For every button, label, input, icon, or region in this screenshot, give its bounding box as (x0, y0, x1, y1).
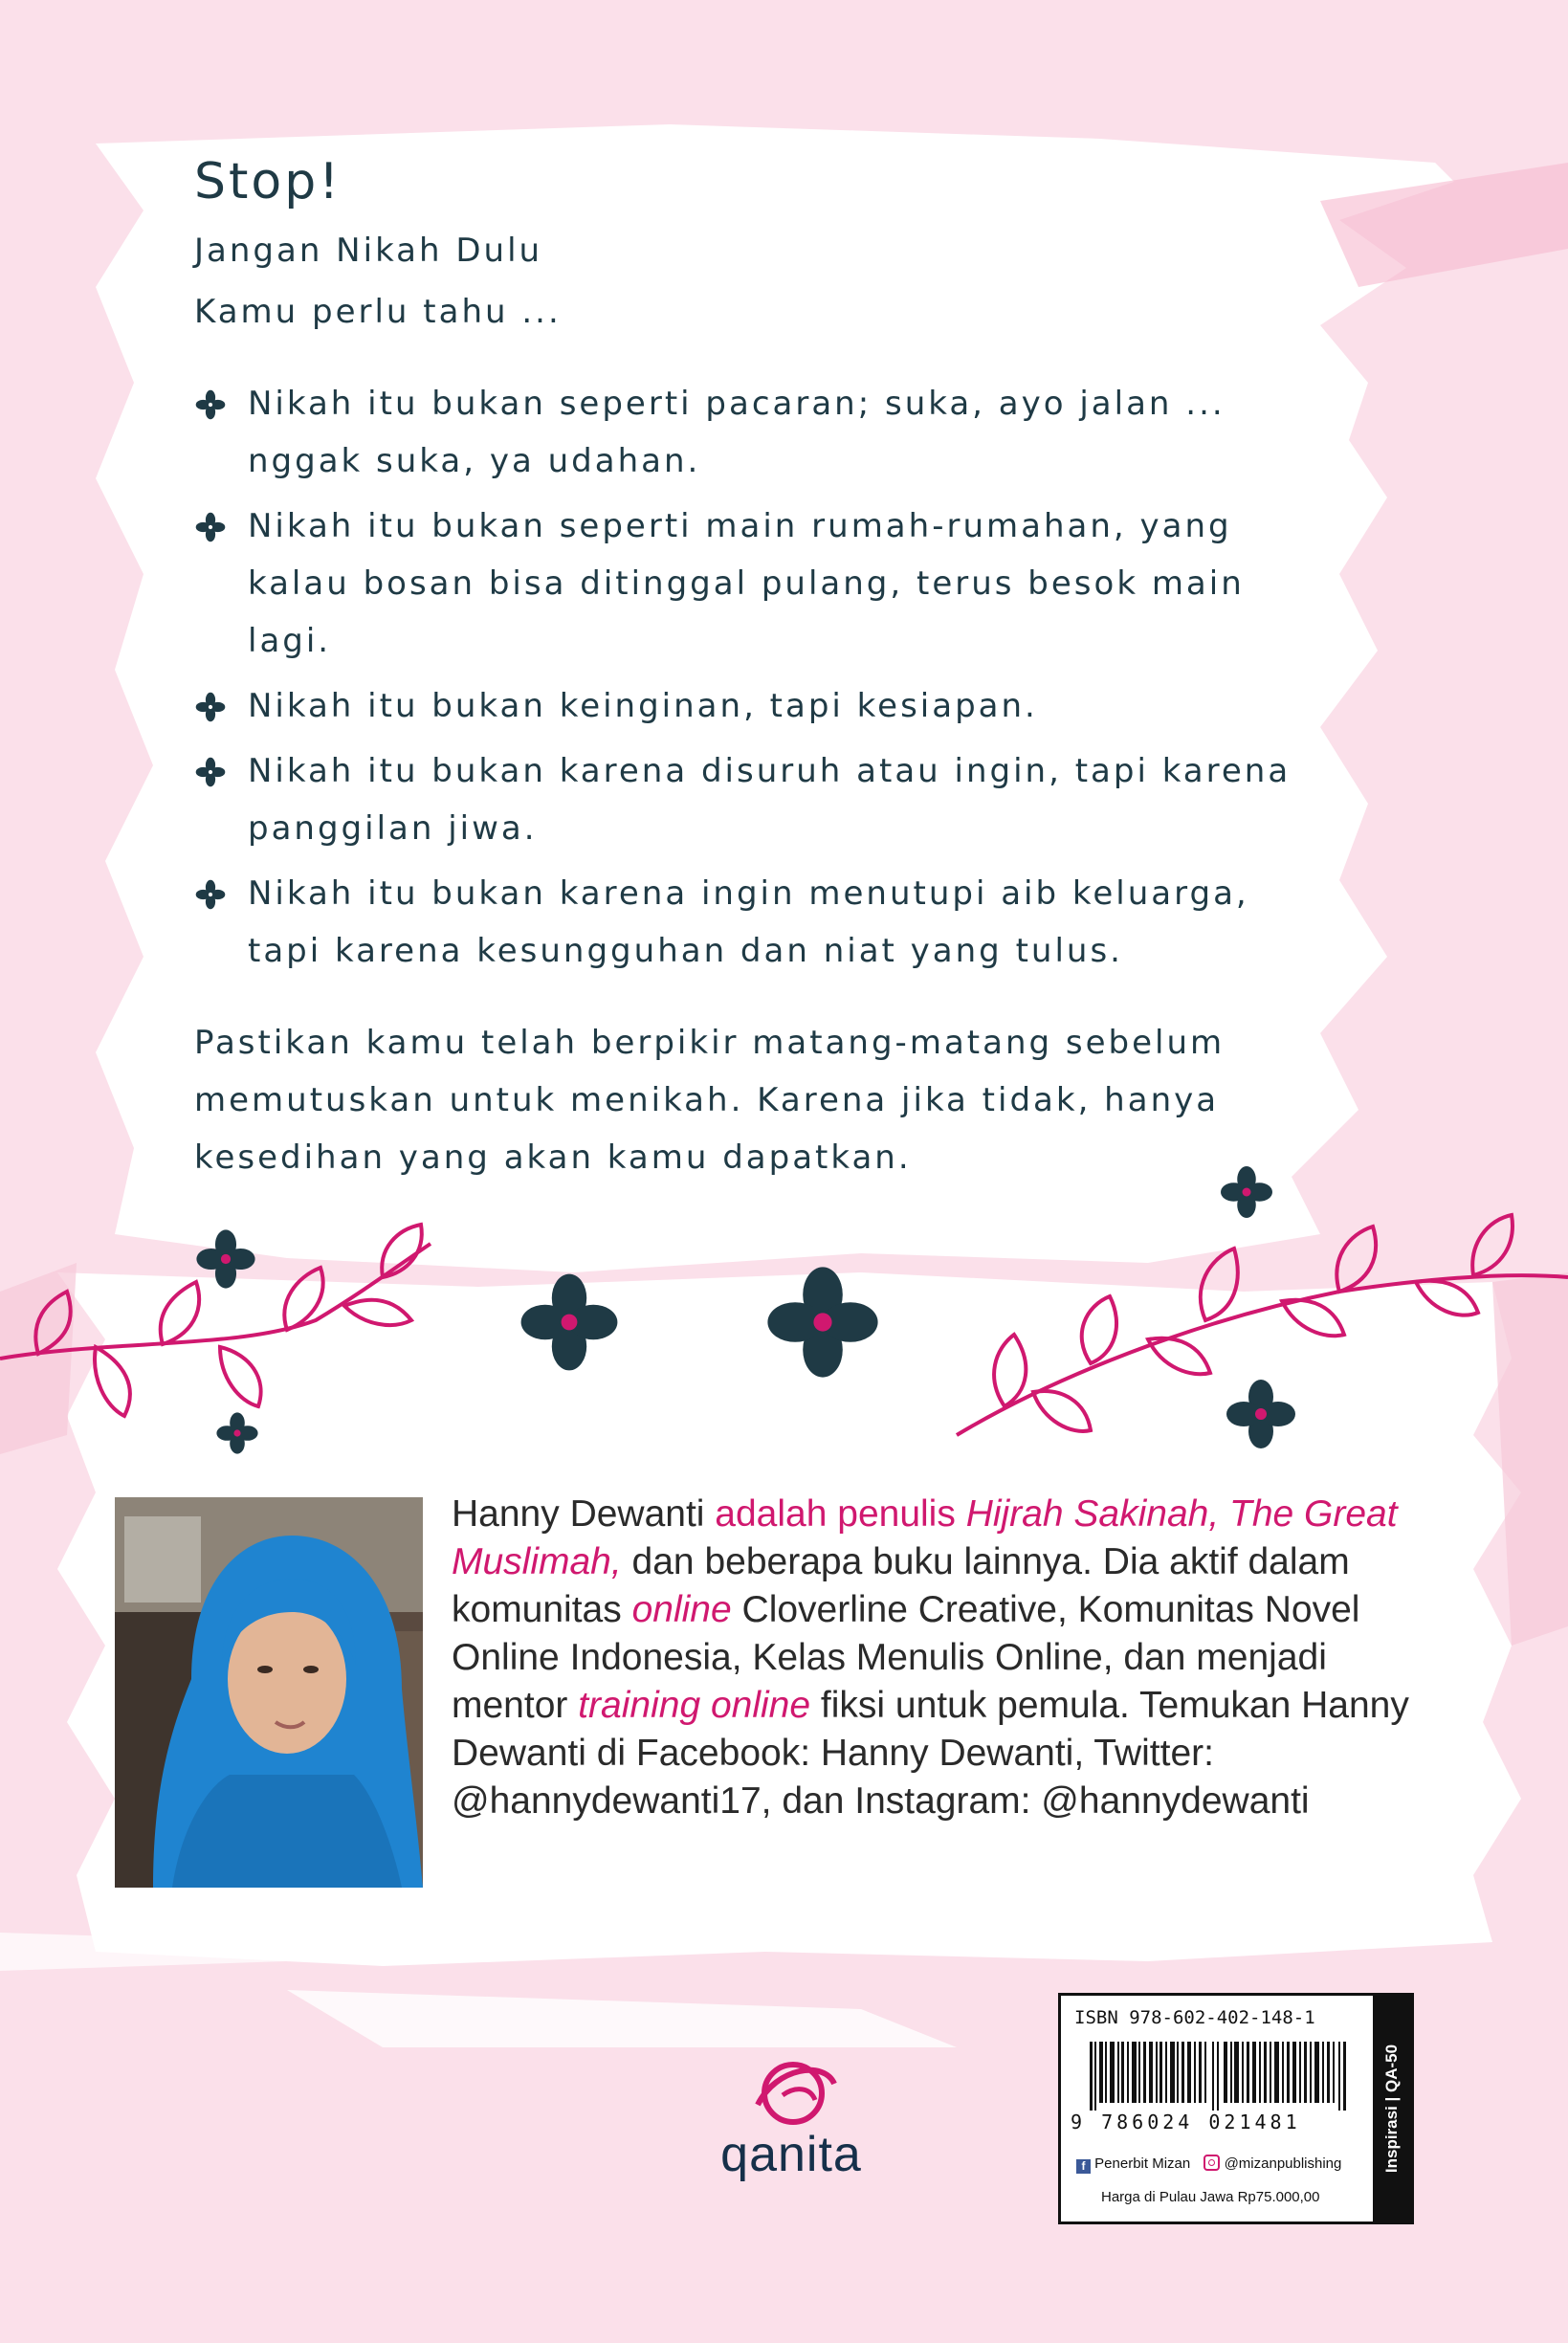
bullet-text: Nikah itu bukan karena ingin menutupi aib keluarga, tapi karena kesungguhan dan niat yang tulus. (248, 874, 1249, 970)
bio-emphasis: training online (578, 1685, 811, 1726)
barcode-panel (1058, 1993, 1414, 2224)
publisher-name: qanita (720, 2127, 862, 2182)
list-item (194, 677, 1323, 735)
book-title: The Great Muslimah, (452, 1493, 1398, 1582)
instagram-icon (1204, 2155, 1220, 2171)
flower-icon (216, 1412, 257, 1453)
four-petal-flower-icon (194, 756, 227, 788)
publisher-social (1076, 2155, 1341, 2174)
four-petal-flower-icon (194, 388, 227, 421)
barcode-digits: 9 786024 021481 (1071, 2111, 1301, 2133)
isbn-text: ISBN 978-602-402-148-1 (1074, 2007, 1315, 2028)
bullet-text: Nikah itu bukan seperti main rumah-rumahan, yang kalau bosan bisa ditinggal pulang, terus besok main lagi. (248, 507, 1245, 660)
author-bio (452, 1491, 1447, 1825)
category-text: Inspirasi | QA-50 (1382, 2044, 1401, 2174)
bio-text: dan beberapa buku lainnya. Dia aktif dalam komunitas (452, 1541, 1350, 1630)
facebook-handle: Penerbit Mizan (1094, 2155, 1191, 2172)
flower-icon (521, 1274, 618, 1371)
flower-icon (196, 1229, 254, 1288)
bullet-list (194, 375, 1323, 987)
bullet-text: Nikah itu bukan keinginan, tapi kesiapan. (248, 687, 1038, 725)
publisher-logo-mark (691, 2047, 892, 2133)
intro-line-2: Kamu perlu tahu ... (194, 293, 562, 331)
book-title: Hijrah Sakinah, (965, 1493, 1220, 1535)
list-item (194, 497, 1323, 670)
flower-icon (1226, 1380, 1295, 1448)
bio-emphasis: online (631, 1589, 732, 1630)
category-label (1373, 1996, 1411, 2221)
flower-icon (767, 1267, 877, 1377)
author-name: Hanny Dewanti (452, 1493, 705, 1535)
bullet-text: Nikah itu bukan karena disuruh atau ingin, tapi karena panggilan jiwa. (248, 752, 1292, 848)
bio-text: adalah penulis (704, 1493, 966, 1535)
bio-text: Cloverline Creative, Komunitas Novel Online Indonesia, Kelas Menulis Online, dan menjadi mentor (452, 1589, 1360, 1726)
list-item (194, 865, 1323, 980)
four-petal-flower-icon (194, 878, 227, 911)
stop-heading: Stop! (194, 153, 342, 210)
intro-line-1: Jangan Nikah Dulu (194, 232, 543, 270)
list-item (194, 742, 1323, 857)
facebook-icon: f (1076, 2159, 1091, 2174)
author-photo (115, 1497, 423, 1888)
barcode-image (1090, 2042, 1348, 2111)
intro-heading (194, 144, 562, 343)
instagram-handle: @mizanpublishing (1224, 2155, 1342, 2172)
four-petal-flower-icon (194, 511, 227, 543)
price-label: Harga di Pulau Jawa Rp75.000,00 (1101, 2189, 1320, 2205)
list-item (194, 375, 1323, 490)
four-petal-flower-icon (194, 691, 227, 723)
bio-text: fiksi untuk pemula. Temukan Hanny Dewanti di Facebook: Hanny Dewanti, Twitter: @hannydewanti17, dan Instagram: @hannydewanti (452, 1685, 1409, 1822)
bullet-text: Nikah itu bukan seperti pacaran; suka, ayo jalan ... nggak suka, ya udahan. (248, 385, 1226, 480)
publisher-logo (691, 2047, 892, 2181)
closing-paragraph: Pastikan kamu telah berpikir matang-matang sebelum memutuskan untuk menikah. Karena jika tidak, hanya kesedihan yang akan kamu dapatkan. (194, 1024, 1226, 1177)
